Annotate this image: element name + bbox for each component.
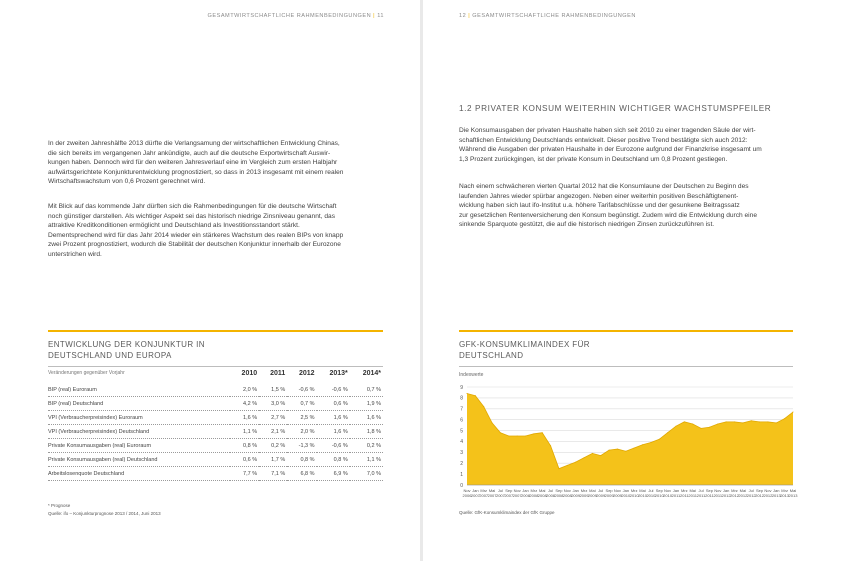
x-tick-year: 2011 [713,493,723,498]
x-tick-month: Jan [672,488,680,493]
table-cell: 1,9 % [350,397,383,411]
data-point [734,421,735,422]
row-label: VPI (Verbraucherpreisindex) Euroraum [48,411,230,425]
table-cell: 1,1 % [350,453,383,467]
x-tick-year: 2010 [646,493,656,498]
x-tick-month: Nov [513,488,521,493]
x-tick-year: 2012 [763,493,773,498]
data-point [742,422,743,423]
x-tick-year: 2009 [613,493,622,498]
y-tick-label: 6 [460,417,463,424]
table-cell: 1,6 % [350,411,383,425]
text-line: sinkende Sparquote gestützt, die auf die historisch niedrigen Zinsen zurückzuführen ist. [459,221,715,229]
x-tick-year: 2013 [788,493,798,498]
text-line: kungen haben. Dennoch wird für den weiteren Jahresverlauf eine im Vergleich zum ersten Halbjahr [48,159,338,167]
table-cell: 1,7 % [259,453,287,467]
x-tick-year: 2012 [755,493,765,498]
text-line: In der zweiten Jahreshälfte 2013 dürfte die Verlangsamung der wirtschaftlichen Entwicklung Chinas, [48,140,340,147]
x-tick-month: Nov [463,488,471,493]
x-tick-year: 2008 [546,493,556,498]
table-header-row [48,370,383,383]
accent-rule [48,330,383,332]
text-line: die sich bereits im vergangenen Jahr ankündigte, auch auf die deutsche Exportwirtschaft Auswir- [48,149,331,157]
data-point [592,453,593,454]
chart-source: Quelle: GfK-Konsumklimaindex der GfK Gruppe [459,510,555,515]
x-tick-year: 2008 [529,493,539,498]
data-point [642,444,643,445]
data-point [492,422,493,423]
data-point [692,424,693,425]
table-year-header: 2010 [241,370,258,377]
x-tick-month: Sep [555,488,563,493]
y-tick-label: 9 [460,384,463,391]
y-tick-label: 1 [460,471,463,478]
x-tick-month: Jan [472,488,479,493]
x-tick-year: 2011 [696,493,706,498]
x-tick-month: Sep [705,488,713,493]
data-point [508,436,509,437]
y-tick-label: 2 [460,461,463,468]
x-tick-year: 2012 [738,493,748,498]
x-tick-year: 2009 [596,493,606,498]
data-point [500,432,501,433]
left-page [0,0,420,561]
data-point [533,433,534,434]
y-tick-label: 7 [460,406,463,413]
table-cell: 2,1 % [259,425,287,439]
table-top-rule [48,366,383,367]
data-point [709,427,710,428]
x-tick-year: 2007 [504,493,514,498]
x-tick-month: Jul [548,488,554,493]
table-cell: 0,7 % [287,397,316,411]
text-line: Mit Blick auf das kommende Jahr dürften sich die Rahmenbedingungen für die deutsche Wirtschaft [48,203,337,210]
consumer-climate-chart [455,383,798,508]
x-tick-year: 2011 [705,493,714,498]
table-row [48,397,383,411]
table-year-header: 2011 [270,370,286,377]
text-line: schaftlichen Entwicklung Deutschlands entwickelt. Dieser positive Trend bestätigte sich auch 2012: [459,136,748,144]
text-line: attraktive Kreditkonditionen ermöglicht und Deutschland als Investitionsstandort stärkt. [48,222,300,230]
running-head-right: 12 | GESAMTWIRTSCHAFTLICHE RAHMENBEDINGUNGEN [459,13,636,19]
x-tick-month: Mai [789,488,797,493]
table-title: ENTWICKLUNG DER KONJUNKTUR IN DEUTSCHLAND UND EUROPA [48,340,205,360]
body-paragraph-4 [459,182,757,230]
row-label: Private Konsumausgaben (real) Deutschland [48,453,230,467]
data-point [617,449,618,450]
x-tick-month: Jul [598,488,604,493]
row-label: Private Konsumausgaben (real) Euroraum [48,439,230,453]
text-line: noch günstiger darstellen. Als wichtiger Aspekt sei das historisch niedrige Zinsniveau genannt, das [48,212,335,220]
table-cell: 7,7 % [230,467,259,481]
x-tick-month: Mai [689,488,696,493]
data-point [558,468,559,469]
chart-y-axis-label: Indexwerte [459,372,484,378]
text-line: laufenden Jahres wieder spürbar angezogen. Neben einer weiterhin positiven Beschäftigtenent- [459,192,739,200]
y-tick-label: 5 [460,428,463,435]
text-line: Dementsprechend wird für das Jahr 2014 wieder ein stärkeres Wachstum des realen BIPs von knapp [48,231,344,239]
text-line: unterstrichen wird. [48,250,102,258]
text-line: 1,3 Prozent zurückgingen, ist der private Konsum in Deutschland um 0,8 Prozent gestiegen. [459,155,728,163]
chart-title: GFK-KONSUMKLIMAINDEX FÜR DEUTSCHLAND [459,340,590,360]
table-row [48,439,383,453]
table-cell: 2,7 % [259,411,287,425]
table-cell: -0,6 % [317,439,350,453]
table-cell: 3,0 % [259,397,287,411]
table-row [48,411,383,425]
text-line: Nach einem schwächeren vierten Quartal 2012 hat die Konsumlaune der Deutschen zu Beginn des [459,183,749,190]
table-source: Quelle: ifo – Konjunkturprognose 2013 / 2014, Juni 2013 [48,511,161,516]
data-point [767,421,768,422]
x-tick-month: Mrz [630,488,638,493]
table-year-header: 2014* [362,370,381,377]
table-row [48,383,383,397]
table-cell: 1,1 % [230,425,259,439]
x-tick-month: Jul [748,488,754,493]
table-cell: -0,6 % [287,383,316,397]
x-tick-month: Mai [739,488,747,493]
table-cell: -1,3 % [287,439,316,453]
data-point [726,421,727,422]
text-line: aufwärtsgerichtete Konjunkturentwicklung prognostiziert, so dass in 2013 insgesamt mit einem realen [48,168,344,176]
data-point [567,465,568,466]
table-cell: 6,8 % [287,467,316,481]
x-tick-year: 2008 [554,493,564,498]
x-tick-year: 2008 [562,493,572,498]
data-point [483,406,484,407]
table-cell: 7,0 % [350,467,383,481]
x-tick-year: 2009 [604,493,614,498]
table-cell: 2,5 % [287,411,316,425]
data-point [609,450,610,451]
table-year-header: 2013* [329,370,348,377]
data-point [784,418,785,419]
chart-accent-rule [459,330,793,332]
table-row [48,425,383,439]
x-tick-year: 2009 [571,493,581,498]
data-point [776,422,777,423]
table-row [48,453,383,467]
data-point [542,432,543,433]
data-point [525,436,526,437]
text-line: wicklung haben sich laut ifo-Institut u.a. höhere Tarifabschlüsse und der gesunkene Beitragssatz [459,202,740,210]
x-tick-year: 2008 [537,493,547,498]
data-point [517,436,518,437]
data-point [793,412,794,413]
table-cell: 1,6 % [230,411,259,425]
body-paragraph-2 [48,202,343,260]
x-tick-month: Sep [756,488,764,493]
table-cell: 0,6 % [230,453,259,467]
data-point [751,420,752,421]
x-tick-year: 2012 [730,493,739,498]
x-tick-year: 2010 [621,493,631,498]
x-tick-month: Jul [698,488,704,493]
x-tick-year: 2011 [688,493,697,498]
data-point [675,426,676,427]
x-tick-month: Mrz [680,488,688,493]
data-point [467,393,468,394]
x-tick-month: Jan [773,488,780,493]
x-tick-year: 2012 [721,493,731,498]
data-point [625,451,626,452]
data-point [717,424,718,425]
table-cell: 1,6 % [317,425,350,439]
row-label: BIP (real) Deutschland [48,397,230,411]
x-tick-year: 2013 [780,493,790,498]
x-tick-year: 2013 [771,493,781,498]
x-tick-month: Nov [714,488,722,493]
chart-top-rule [459,366,793,367]
row-label: BIP (real) Euroraum [48,383,230,397]
x-tick-month: Jul [497,488,503,493]
x-tick-month: Mai [639,488,646,493]
data-point [659,439,660,440]
x-tick-year: 2007 [470,493,480,498]
y-tick-label: 0 [460,482,463,489]
table-cell: 1,8 % [350,425,383,439]
x-tick-year: 2010 [638,493,647,498]
table-cell: 0,8 % [230,439,259,453]
y-tick-label: 3 [460,450,463,457]
body-paragraph-1 [48,139,343,187]
economic-indicators-table [48,370,383,481]
x-tick-year: 2008 [521,493,530,498]
x-tick-year: 2007 [479,493,489,498]
data-point [759,421,760,422]
data-point [634,447,635,448]
x-tick-month: Jan [622,488,630,493]
table-cell: 0,6 % [317,397,350,411]
table-cell: 2,0 % [287,425,316,439]
section-title: 1.2 PRIVATER KONSUM WEITERHIN WICHTIGER WACHSTUMSPFEILER [459,104,772,113]
x-tick-year: 2011 [671,493,681,498]
table-cell: 1,5 % [259,383,287,397]
x-tick-year: 2010 [663,493,673,498]
x-tick-month: Jan [722,488,730,493]
x-tick-month: Mai [589,488,596,493]
x-tick-month: Nov [613,488,622,493]
x-tick-month: Mrz [480,488,488,493]
body-paragraph-3 [459,126,762,164]
table-cell: 2,0 % [230,383,259,397]
table-cell: 1,6 % [317,411,350,425]
data-point [584,457,585,458]
table-cell: 6,9 % [317,467,350,481]
data-point [701,428,702,429]
text-line: zur gesetzlichen Rentenversicherung den Konsum begünstigt. Zudem wird die Entwicklung durch eine [459,211,757,219]
x-tick-year: 2012 [746,493,756,498]
row-label: Arbeitslosenquote Deutschland [48,467,230,481]
x-tick-year: 2007 [487,493,497,498]
table-row [48,467,383,481]
table-cell: 0,2 % [350,439,383,453]
data-point [650,442,651,443]
text-line: Die Konsumausgaben der privaten Haushalte haben sich seit 2010 zu einer tragenden Säule der wirt- [459,127,756,134]
table-header-label: Veränderungen gegenüber Vorjahr [48,370,125,376]
x-tick-month: Mrz [781,488,788,493]
x-tick-year: 2010 [654,493,664,498]
data-point [550,445,551,446]
x-tick-month: Nov [563,488,571,493]
data-point [684,421,685,422]
table-cell: 4,2 % [230,397,259,411]
x-tick-month: Nov [764,488,772,493]
x-tick-year: 2011 [680,493,689,498]
data-point [475,395,476,396]
x-tick-year: 2007 [512,493,522,498]
x-tick-month: Sep [505,488,513,493]
x-tick-month: Sep [655,488,663,493]
data-point [575,462,576,463]
x-tick-month: Mrz [731,488,738,493]
text-line: Während die Ausgaben der privaten Haushalte in der Eurozone aufgrund der Finanzkrise insgesamt um [459,146,762,154]
table-cell: 0,8 % [287,453,316,467]
table-cell: 0,2 % [259,439,287,453]
x-tick-month: Mrz [530,488,538,493]
x-tick-year: 2009 [587,493,597,498]
text-line: zwei Prozent prognostiziert, wodurch die Stabilität der deutschen Konjunktur innerhalb der Eurozone [48,241,341,249]
row-label: VPI (Verbraucherpreisindex) Deutschland [48,425,230,439]
table-footnote: * Prognose [48,503,71,508]
y-tick-label: 4 [460,439,463,446]
x-tick-year: 2009 [579,493,589,498]
x-tick-year: 2010 [629,493,639,498]
area-series [467,394,793,485]
text-line: Wirtschaftswachstum von 0,6 Prozent gerechnet wird. [48,178,206,186]
x-tick-month: Jul [648,488,654,493]
y-tick-label: 8 [460,395,463,402]
table-cell: 0,8 % [317,453,350,467]
x-tick-month: Nov [664,488,672,493]
running-head-left: GESAMTWIRTSCHAFTLICHE RAHMENBEDINGUNGEN | 11 [207,13,384,19]
table-cell: -0,6 % [317,383,350,397]
x-tick-month: Mai [539,488,546,493]
table-year-header: 2012 [298,370,315,377]
x-tick-year: 2007 [495,493,505,498]
table-cell: 7,1 % [259,467,287,481]
x-tick-month: Mrz [580,488,588,493]
x-tick-year: 2006 [462,493,472,498]
data-point [600,455,601,456]
x-tick-month: Jan [522,488,529,493]
x-tick-month: Jan [572,488,579,493]
data-point [667,432,668,433]
x-tick-month: Sep [605,488,613,493]
x-tick-month: Mai [488,488,496,493]
table-cell: 0,7 % [350,383,383,397]
